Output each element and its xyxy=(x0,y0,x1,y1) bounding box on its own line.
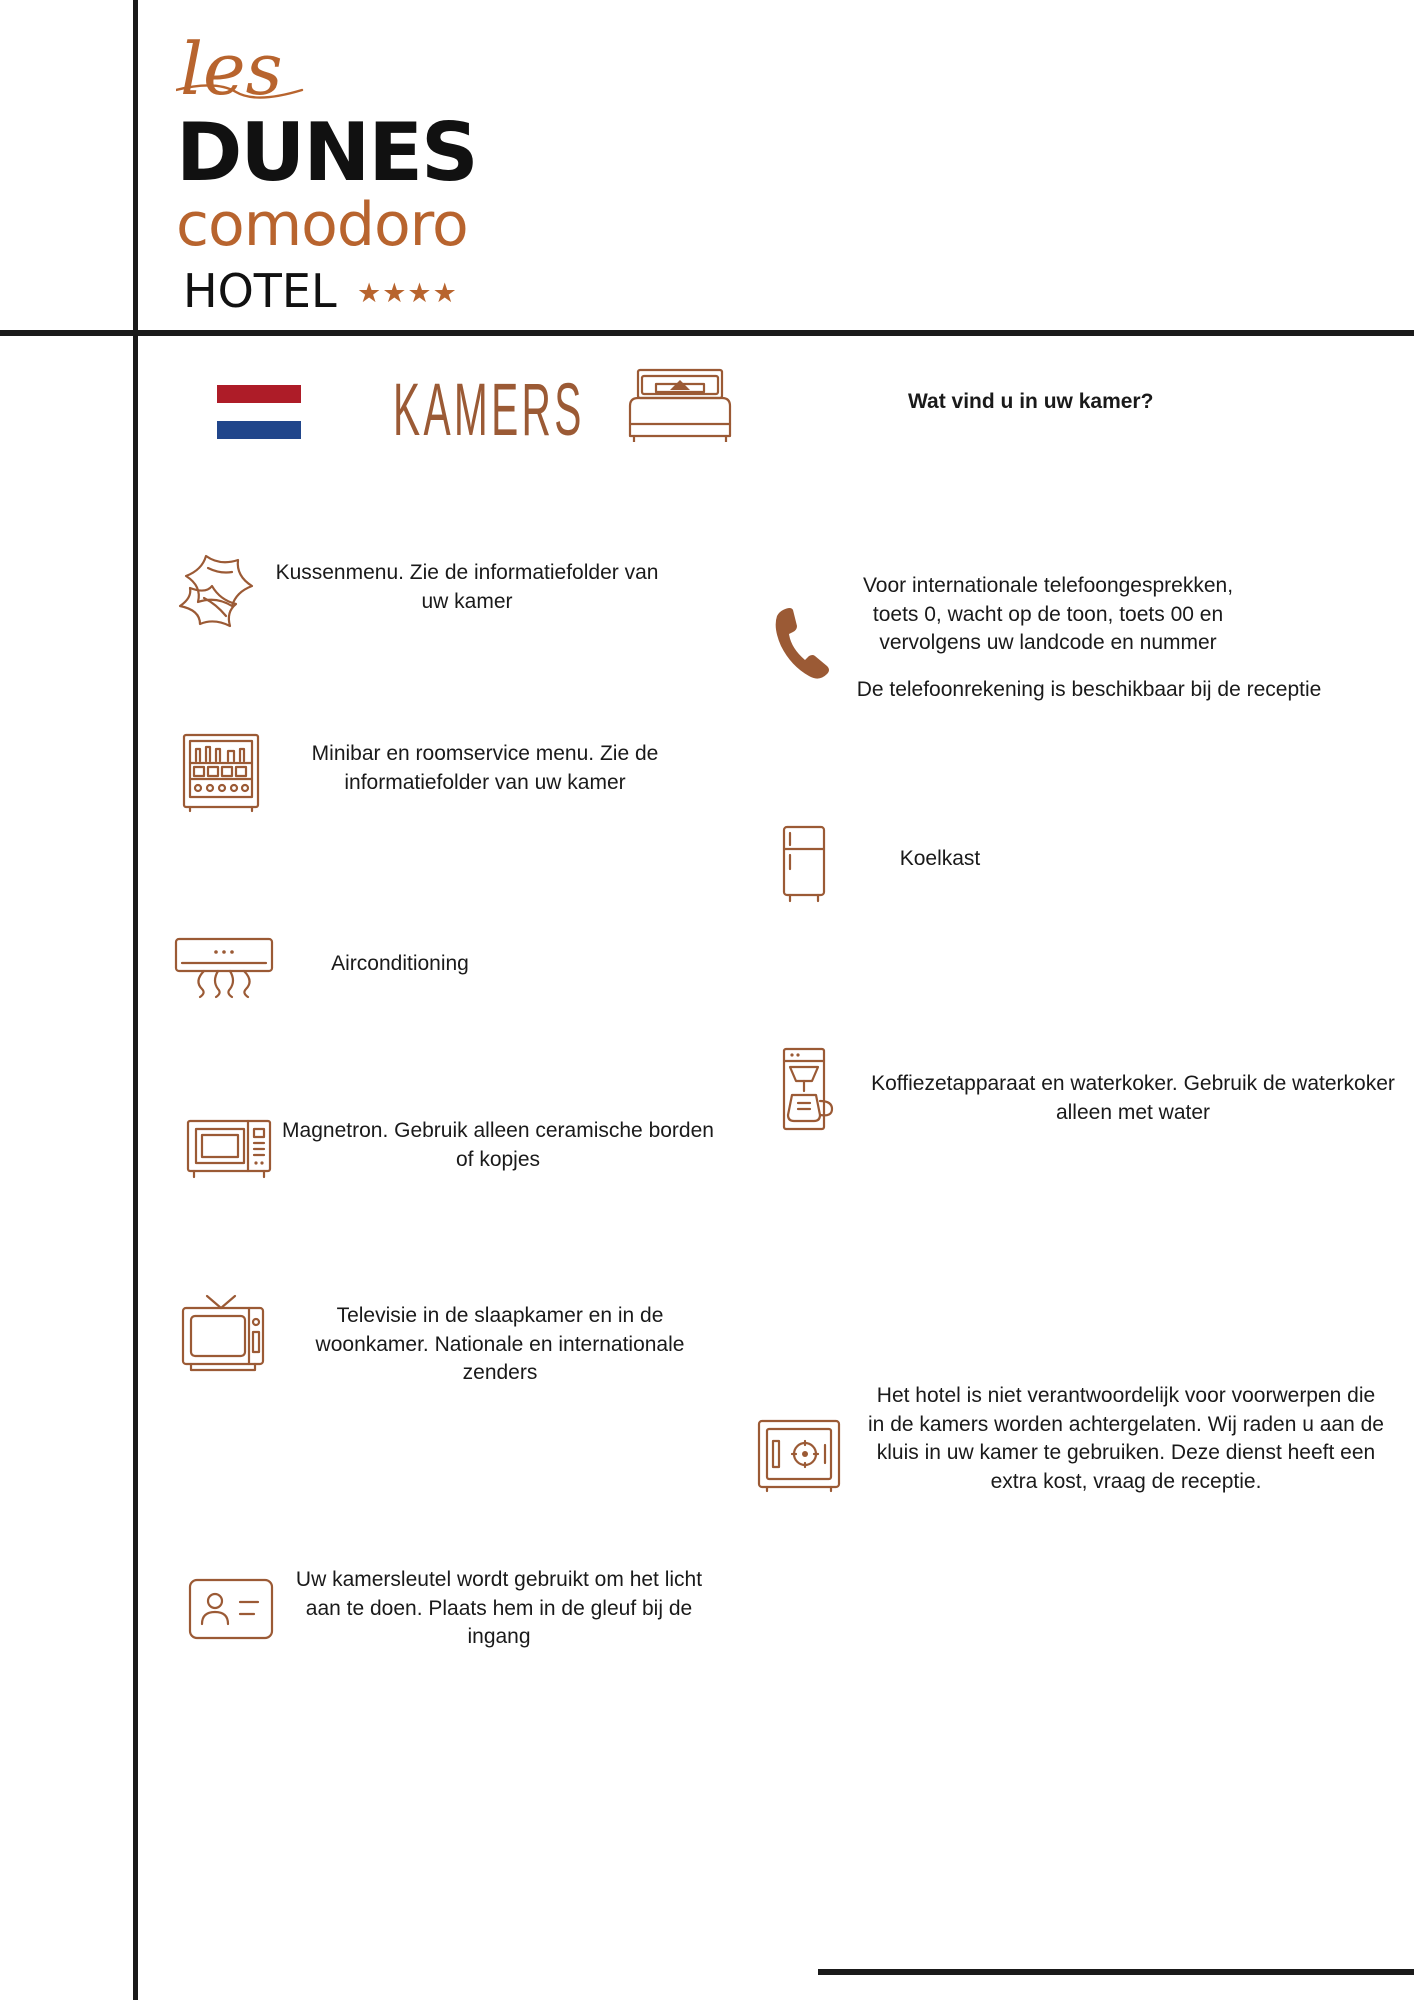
logo-dunes: DUNES xyxy=(176,106,477,199)
phone-bill-text: De telefoonrekening is beschikbaar bij de receptie xyxy=(856,678,1322,701)
microwave-icon xyxy=(186,1119,272,1179)
fridge-text: Koelkast xyxy=(899,847,981,870)
microwave-text: Magnetron. Gebruik alleen ceramische borden of kopjes xyxy=(282,1119,714,1171)
logo-hotel: HOTEL xyxy=(183,264,337,318)
coffee-maker-icon xyxy=(782,1047,840,1131)
pillow-menu-text: Kussenmenu. Zie de informatiefolder van uw kamer xyxy=(275,561,659,613)
phone-icon xyxy=(775,606,833,680)
netherlands-flag-icon xyxy=(217,385,301,439)
les-script-logo xyxy=(176,28,316,118)
section-question: Wat vind u in uw kamer? xyxy=(908,390,1154,413)
minibar-text: Minibar en roomservice menu. Zie de informatiefolder van uw kamer xyxy=(311,742,659,794)
television-icon xyxy=(181,1294,265,1372)
section-title: KAMERS xyxy=(393,368,585,451)
header-divider xyxy=(0,330,1414,336)
rating-stars: ★★★★ xyxy=(357,278,458,308)
fridge-icon xyxy=(782,825,826,903)
air-conditioner-icon xyxy=(174,937,274,999)
minibar-icon xyxy=(182,733,260,813)
left-vertical-rule xyxy=(133,0,138,2000)
coffee-maker-text: Koffiezetapparaat en waterkoker. Gebruik de waterkoker alleen met water xyxy=(871,1072,1395,1124)
footer-rule xyxy=(818,1969,1414,1975)
television-text: Televisie in de slaapkamer en in de woonkamer. Nationale en internationale zenders xyxy=(315,1304,685,1385)
air-conditioning-text: Airconditioning xyxy=(331,952,469,975)
pillow-icon xyxy=(176,550,258,630)
bed-icon xyxy=(628,366,732,442)
safe-text: Het hotel is niet verantwoordelijk voor voorwerpen die in de kamers worden achtergelaten. Wij raden u aan de kluis in uw kamer te gebruiken. Deze dienst heeft een extra kost, vraag de receptie. xyxy=(868,1384,1384,1493)
phone-text: Voor internationale telefoongesprekken, toets 0, wacht op de toon, toets 00 en vervolgens uw landcode en nummer xyxy=(862,574,1234,655)
svg-text:les: les xyxy=(180,28,283,111)
logo-comodoro: comodoro xyxy=(176,190,468,260)
keycard-icon xyxy=(188,1578,274,1640)
keycard-text: Uw kamersleutel wordt gebruikt om het licht aan te doen. Plaats hem in de gleuf bij de ingang xyxy=(295,1568,703,1649)
safe-icon xyxy=(757,1419,841,1493)
